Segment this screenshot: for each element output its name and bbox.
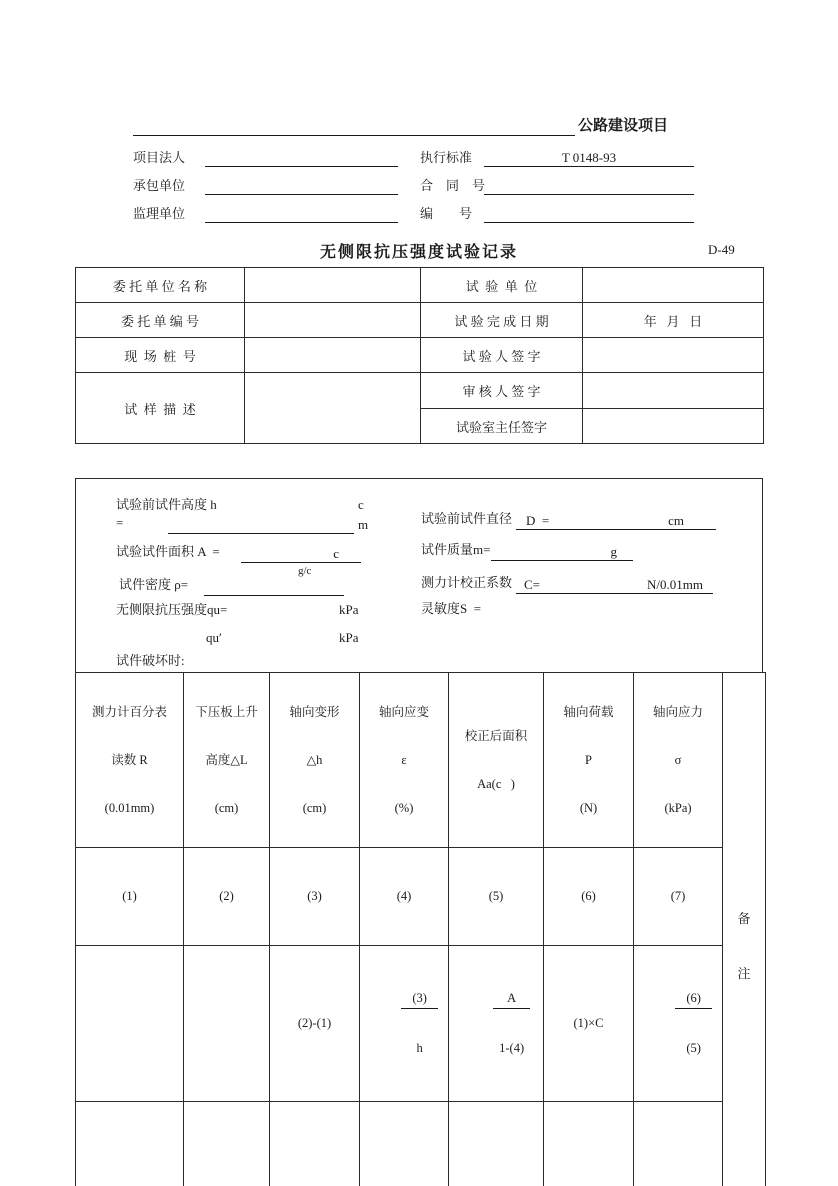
formula-cell-5 <box>449 946 544 1102</box>
col-header-platen-rise: 下压板上升 高度△L (cm) <box>184 673 270 848</box>
specimen-height-unit-top: c <box>358 497 364 512</box>
density-unit-wrap: g/c <box>298 565 312 577</box>
field-label-standard: 执行标准 <box>420 150 473 165</box>
formula-4-numerator: (3) <box>401 991 439 1009</box>
field-label-project-legal-person: 项目法人 <box>133 150 186 165</box>
info-value-station-no <box>245 338 421 373</box>
info-value-sample-description <box>245 373 421 444</box>
formula-cell-7 <box>634 946 723 1102</box>
specimen-mass-label: 试件质量m= <box>421 542 491 557</box>
data-cell-empty <box>76 1102 184 1186</box>
col-header-axial-load: 轴向荷载 P (N) <box>544 673 634 848</box>
form-number: D-49 <box>708 242 735 257</box>
info-label-sample-description: 试 样 描 述 <box>76 373 245 444</box>
serial-no-blank <box>484 205 694 223</box>
specimen-density-label: 试件密度 ρ= <box>119 577 189 592</box>
data-cell-empty <box>360 1102 449 1186</box>
contractor-blank <box>205 177 398 195</box>
calibration-label: 测力计校正系数 <box>421 575 513 590</box>
info-value-lab-director-signature <box>583 409 764 444</box>
formula-5-numerator: A <box>493 991 531 1009</box>
specimen-height-label: 试验前试件高度 h <box>116 497 217 512</box>
test-record-box <box>75 478 763 1092</box>
supervisor-blank <box>205 205 398 223</box>
col-number-3: (3) <box>270 848 360 946</box>
qu-unit: kPa <box>339 602 359 617</box>
data-cell-empty <box>544 1102 634 1186</box>
qu-label: 无侧限抗压强度qu= <box>116 602 228 617</box>
specimen-diameter-blank <box>516 512 716 530</box>
info-label-reviewer-signature: 审 核 人 签 字 <box>421 373 583 409</box>
col-header-corrected-area: 校正后面积 Aa(c ) <box>449 673 544 848</box>
data-cell-empty <box>634 1102 723 1186</box>
formula-cell-3: (2)-(1) <box>270 946 360 1102</box>
info-label-test-unit: 试 验 单 位 <box>421 268 583 303</box>
col-header-axial-deformation: 轴向变形 △h (cm) <box>270 673 360 848</box>
formula-7-numerator: (6) <box>675 991 713 1009</box>
col-header-dial-reading: 测力计百分表 读数 R (0.01mm) <box>76 673 184 848</box>
page-title: 无侧限抗压强度试验记录 <box>319 244 518 261</box>
info-value-client-name <box>245 268 421 303</box>
info-label-station-no: 现 场 桩 号 <box>76 338 245 373</box>
standard-blank <box>484 149 694 167</box>
col-number-4: (4) <box>360 848 449 946</box>
formula-cell-4 <box>360 946 449 1102</box>
specimen-diameter-prefix: D = <box>526 512 550 528</box>
specimen-mass-unit: g <box>610 543 617 559</box>
formula-5-denominator: 1-(4) <box>499 1041 525 1056</box>
formula-cell-2 <box>184 946 270 1102</box>
info-value-completion-date: 年 月 日 <box>583 303 764 338</box>
col-number-7: (7) <box>634 848 723 946</box>
sensitivity-label: 灵敏度S = <box>421 601 482 616</box>
col-header-axial-strain: 轴向应变 ε (%) <box>360 673 449 848</box>
specimen-area-blank <box>241 545 361 563</box>
specimen-mass-blank <box>491 543 633 561</box>
info-label-lab-director-signature: 试验室主任签字 <box>421 409 583 444</box>
qu-prime-unit: kPa <box>339 630 359 645</box>
contract-no-blank <box>484 177 694 195</box>
col-number-6: (6) <box>544 848 634 946</box>
col-number-2: (2) <box>184 848 270 946</box>
col-number-1: (1) <box>76 848 184 946</box>
standard-value: T 0148-93 <box>561 149 617 165</box>
formula-7-denominator: (5) <box>686 1041 701 1056</box>
info-label-client-name: 委 托 单 位 名 称 <box>76 268 245 303</box>
info-value-test-unit <box>583 268 764 303</box>
col-number-5: (5) <box>449 848 544 946</box>
field-label-serial-no: 编 号 <box>420 206 473 221</box>
specimen-area-label: 试验试件面积 A = <box>116 544 220 559</box>
calibration-unit: N/0.01mm <box>647 576 703 592</box>
data-table <box>75 672 766 1186</box>
info-label-tester-signature: 试 验 人 签 字 <box>421 338 583 373</box>
field-label-supervisor: 监理单位 <box>133 206 186 221</box>
info-label-completion-date: 试 验 完 成 日 期 <box>421 303 583 338</box>
project-type-label: 公路建设项目 <box>578 118 669 134</box>
info-value-order-no <box>245 303 421 338</box>
formula-cell-6: (1)×C <box>544 946 634 1102</box>
info-value-tester-signature <box>583 338 764 373</box>
info-label-order-no: 委 托 单 编 号 <box>76 303 245 338</box>
specimen-height-unit-bottom: m <box>358 517 369 532</box>
specimen-diameter-unit: cm <box>668 512 684 528</box>
project-legal-person-blank <box>205 149 398 167</box>
remark-column <box>723 673 766 1186</box>
specimen-diameter-label: 试验前试件直径 <box>421 511 513 526</box>
specimen-height-equals: = <box>116 515 124 530</box>
info-table <box>75 267 764 444</box>
remark-char-2: 注 <box>737 966 751 982</box>
data-cell-empty <box>270 1102 360 1186</box>
specimen-height-blank <box>168 516 354 534</box>
info-value-reviewer-signature <box>583 373 764 409</box>
data-cell-empty <box>449 1102 544 1186</box>
col-header-axial-stress: 轴向应力 σ (kPa) <box>634 673 723 848</box>
data-cell-empty <box>184 1102 270 1186</box>
specimen-area-unit: c <box>333 545 339 561</box>
field-label-contract-no: 合 同 号 <box>420 178 486 193</box>
failure-label: 试件破坏时: <box>116 653 185 668</box>
qu-prime-label: qu′ <box>206 630 222 645</box>
field-label-contractor: 承包单位 <box>133 178 186 193</box>
calibration-prefix: C= <box>524 576 541 592</box>
specimen-density-blank <box>204 578 344 596</box>
formula-cell-1 <box>76 946 184 1102</box>
project-name-blank <box>133 119 575 136</box>
formula-4-denominator: h <box>416 1041 423 1056</box>
remark-char-1: 备 <box>737 911 751 927</box>
calibration-blank <box>516 576 713 594</box>
